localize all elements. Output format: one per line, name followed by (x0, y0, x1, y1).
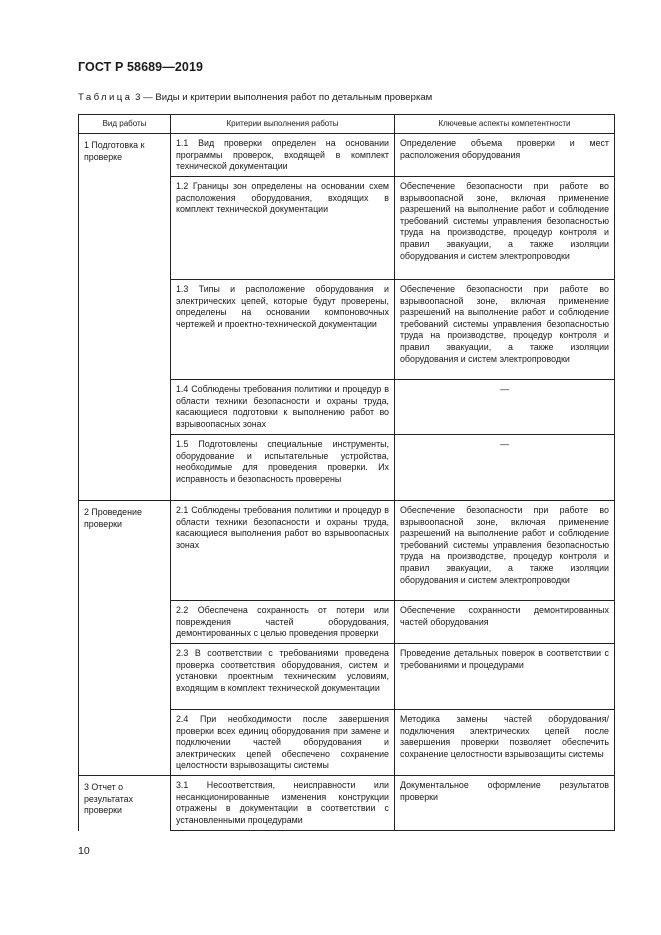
work-kind-cell: 1 Подготовка к проверке (79, 134, 171, 501)
criterion-cell: 1.2 Границы зон определены на основании схем расположения оборудования, входящих в комплект технической документации (171, 177, 395, 280)
column-header-key-aspects: Ключевые аспекты компетентности (395, 115, 615, 134)
key-aspect-cell: Обеспечение безопасности при работе во взрывоопасной зоне, включая применение разрешений на выполнение работ и соблюдение требований системы управления безопасностью труда на производстве, процедур контроля и правил эвакуации, а также изоляции оборудования и систем электропроводки (395, 280, 615, 380)
criterion-cell: 1.1 Вид проверки определен на основании программы проверок, входящей в комплект технической документации (171, 134, 395, 177)
criterion-cell: 3.1 Несоответствия, неисправности или несанкционированные изменения конструкции отражены в документации в соответствии с установленными процедурами (171, 776, 395, 831)
criterion-cell: 2.2 Обеспечена сохранность от потери или повреждения частей оборудования, демонтированных с целью проведения проверки (171, 601, 395, 644)
column-header-kind: Вид работы (79, 115, 171, 134)
criterion-cell: 1.4 Соблюдены требования политики и процедур в области техники безопасности и охраны труда, касающиеся подготовки к выполнению работ во взрывоопасных зонах (171, 380, 395, 435)
criterion-cell: 2.4 При необходимости после завершения проверки всех единиц оборудования при замене и подключении частей оборудования и электрических цепей обеспечено сохранение целостности взрывозащиты системы (171, 710, 395, 776)
key-aspect-cell: Методика замены частей оборудования/подключения электрических цепей после завершения проверки позволяет обеспечить сохранение целостности взрывозащиты системы (395, 710, 615, 776)
key-aspect-cell: Обеспечение безопасности при работе во взрывоопасной зоне, включая применение разрешений на выполнение работ и соблюдение требований системы управления безопасностью труда на производстве, процедур контроля и правил эвакуации, а также изоляции оборудования и систем электропроводки (395, 177, 615, 280)
criterion-cell: 2.3 В соответствии с требованиями проведена проверка соответствия оборудования, систем и установки проектным техническим условиям, входящим в комплект технической документации (171, 644, 395, 710)
criterion-cell: 1.5 Подготовлены специальные инструменты, оборудование и испытательные устройства, необходимые для проведения проверки. Их исправность и безопасность проверены (171, 435, 395, 501)
key-aspect-cell: Обеспечение безопасности при работе во взрывоопасной зоне, включая применение разрешений на выполнение работ и соблюдение требований системы управления безопасностью труда на производстве, процедур контроля и правил эвакуации, а также изоляции оборудования и систем электропроводки (395, 501, 615, 601)
key-aspect-cell: Определение объема проверки и мест расположения оборудования (395, 134, 615, 177)
table-header-row (79, 115, 615, 134)
table-caption (78, 92, 432, 103)
table-row (79, 501, 615, 601)
work-kind-cell: 2 Проведение проверки (79, 501, 171, 776)
column-header-criteria: Критерии выполнения работы (171, 115, 395, 134)
criteria-table (78, 114, 615, 831)
key-aspect-cell: — (395, 380, 615, 435)
work-kind-cell: 3 Отчет о результатах проверки (79, 776, 171, 831)
criterion-cell: 2.1 Соблюдены требования политики и процедур в области техники безопасности и охраны труда, касающиеся выполнения работ во взрывоопасных зонах (171, 501, 395, 601)
table-caption-text: 3 — Виды и критерии выполнения работ по детальным проверкам (132, 92, 433, 103)
table-row (79, 134, 615, 177)
table-row (79, 776, 615, 831)
page-number: 10 (78, 845, 90, 857)
table-caption-label: Таблица (78, 92, 133, 103)
key-aspect-cell: Обеспечение сохранности демонтированных частей оборудования (395, 601, 615, 644)
key-aspect-cell: Документальное оформление результатов проверки (395, 776, 615, 831)
criterion-cell: 1.3 Типы и расположение оборудования и электрических цепей, которые будут проверены, определены на основании компоновочных чертежей и проектно-технической документации (171, 280, 395, 380)
document-header: ГОСТ Р 58689—2019 (78, 60, 204, 74)
key-aspect-cell: Проведение детальных поверок в соответствии с требованиями и процедурами (395, 644, 615, 710)
key-aspect-cell: — (395, 435, 615, 501)
